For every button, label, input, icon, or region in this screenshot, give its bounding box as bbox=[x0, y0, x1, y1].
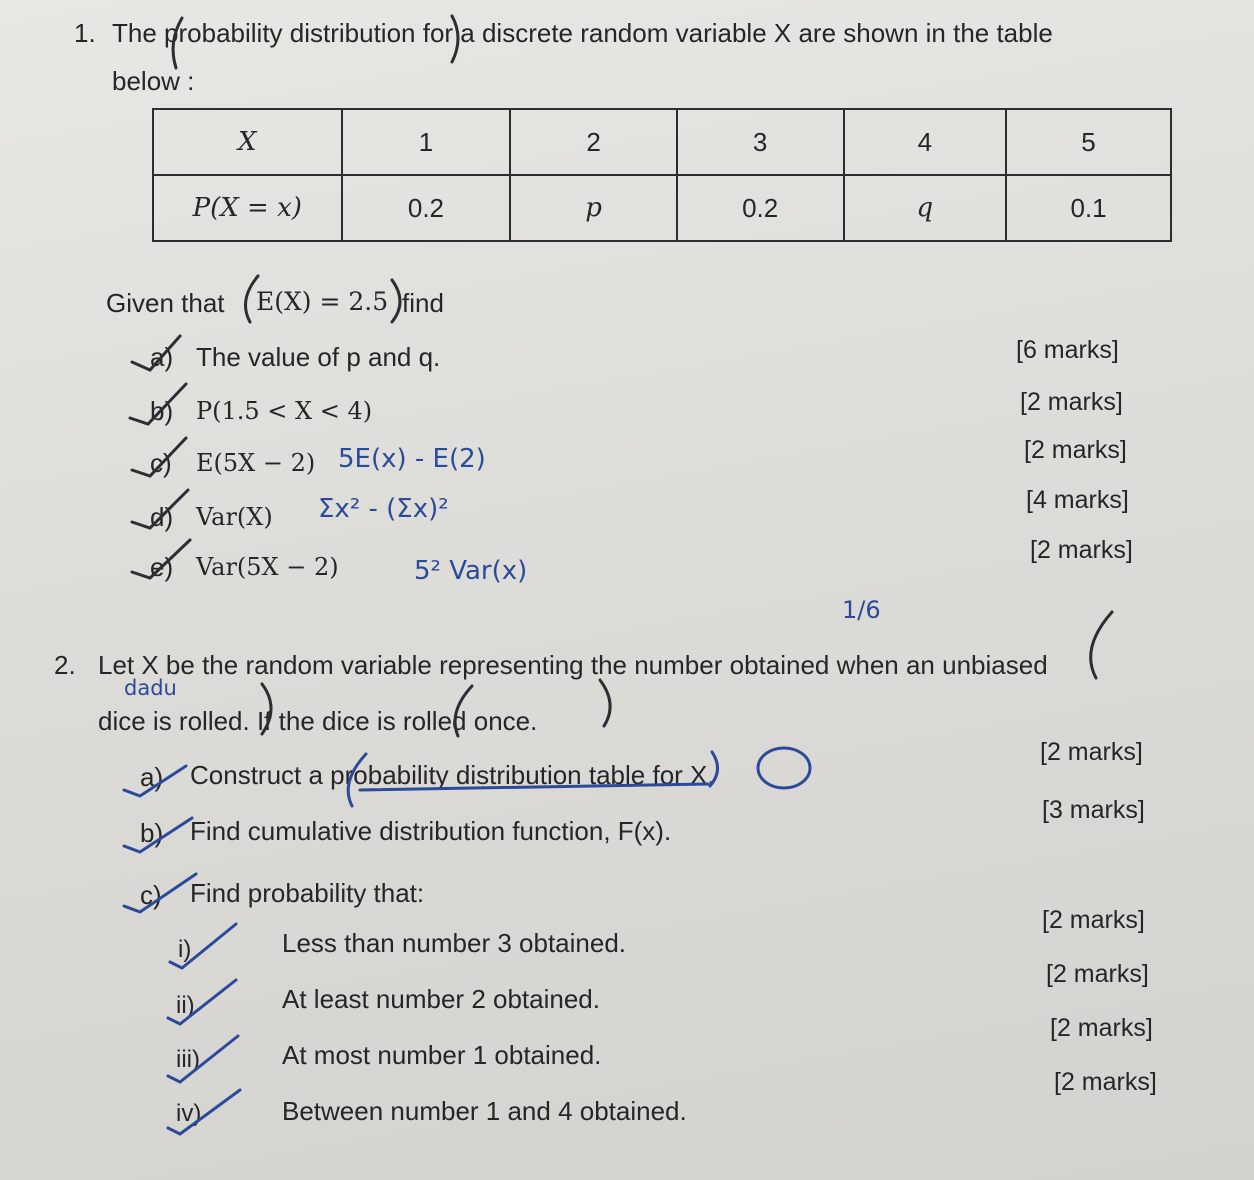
q2-subpart-label: iv) bbox=[176, 1100, 202, 1127]
table-row-probability bbox=[153, 175, 1171, 241]
q1-part-text: E(5X − 2) bbox=[196, 449, 316, 477]
bracket-mark bbox=[1091, 612, 1112, 678]
q1-part-label: c) bbox=[150, 448, 172, 478]
bracket-mark bbox=[392, 280, 400, 322]
q1-intro-line1: The probability distribution for a discrete random variable X are shown in the table bbox=[112, 18, 1053, 48]
q1-intro-line2: below : bbox=[112, 66, 195, 96]
marks-label: [2 marks] bbox=[1046, 960, 1149, 988]
q2-part-text: Find cumulative distribution function, F(x). bbox=[190, 816, 672, 846]
marks-label: [6 marks] bbox=[1016, 336, 1119, 364]
q1-part-label: b) bbox=[150, 396, 174, 426]
q2-part-text: Find probability that: bbox=[190, 878, 425, 908]
table-cell: 5 bbox=[1006, 109, 1171, 175]
table-cell: 2 bbox=[510, 109, 676, 175]
q1-part-text: The value of p and q. bbox=[196, 342, 441, 372]
table-cell: p bbox=[510, 175, 676, 241]
circle-mark bbox=[758, 748, 810, 788]
table-cell: 3 bbox=[677, 109, 844, 175]
q1-part-label: a) bbox=[150, 342, 174, 372]
table-cell: 1 bbox=[342, 109, 511, 175]
q2-line2: dice is rolled. If the dice is rolled once. bbox=[98, 706, 538, 736]
bracket-mark bbox=[600, 680, 610, 726]
handwritten-word: dadu bbox=[124, 676, 177, 700]
marks-label: [2 marks] bbox=[1050, 1014, 1153, 1042]
q1-part-label: e) bbox=[150, 552, 174, 582]
q2-part-label: c) bbox=[140, 880, 162, 910]
given-expression: E(X) = 2.5 bbox=[256, 287, 389, 316]
table-cell: P(X = x) bbox=[153, 175, 342, 241]
q2-number: 2. bbox=[54, 650, 76, 680]
marks-label: [3 marks] bbox=[1042, 796, 1145, 824]
handwritten-note: 5E(x) - E(2) bbox=[338, 444, 486, 474]
q1-number: 1. bbox=[74, 18, 96, 48]
table-cell: X bbox=[153, 109, 342, 175]
q1-part-text: Var(X) bbox=[196, 503, 273, 531]
given-suffix: find bbox=[402, 288, 444, 318]
marks-label: [2 marks] bbox=[1020, 388, 1123, 416]
q2-part-text: Construct a probability distribution table for X. bbox=[190, 760, 715, 790]
marks-label: [2 marks] bbox=[1042, 906, 1145, 934]
q2-subpart-text: At most number 1 obtained. bbox=[282, 1040, 602, 1070]
marks-label: [2 marks] bbox=[1030, 536, 1133, 564]
q2-subpart-text: Between number 1 and 4 obtained. bbox=[282, 1096, 687, 1126]
handwritten-note: Σx² - (Σx)² bbox=[318, 494, 449, 524]
q2-subpart-label: ii) bbox=[176, 992, 195, 1019]
q2-part-label: a) bbox=[140, 762, 164, 792]
table-cell: 0.2 bbox=[677, 175, 844, 241]
q1-part-text: Var(5X − 2) bbox=[196, 553, 339, 581]
q2-subpart-label: iii) bbox=[176, 1046, 200, 1073]
marks-label: [4 marks] bbox=[1026, 486, 1129, 514]
table-cell: 0.1 bbox=[1006, 175, 1171, 241]
handwritten-note: 5² Var(x) bbox=[414, 556, 528, 586]
table-row-header bbox=[153, 109, 1171, 175]
table-cell: 4 bbox=[844, 109, 1006, 175]
q1-part-label: d) bbox=[150, 502, 174, 532]
q2-subpart-text: At least number 2 obtained. bbox=[282, 984, 600, 1014]
q2-subpart-text: Less than number 3 obtained. bbox=[282, 928, 627, 958]
handwritten-fraction: 1/6 bbox=[842, 596, 881, 624]
table-cell: 0.2 bbox=[342, 175, 511, 241]
marks-label: [2 marks] bbox=[1024, 436, 1127, 464]
probability-table bbox=[152, 108, 1172, 242]
table-cell: q bbox=[844, 175, 1006, 241]
q2-line1: Let X be the random variable representing the number obtained when an unbiased bbox=[98, 650, 1048, 680]
marks-label: [2 marks] bbox=[1054, 1068, 1157, 1096]
marks-label: [2 marks] bbox=[1040, 738, 1143, 766]
q2-subpart-label: i) bbox=[178, 936, 192, 963]
q1-part-text: P(1.5 < X < 4) bbox=[196, 397, 373, 425]
given-prefix: Given that bbox=[106, 288, 225, 318]
q2-part-label: b) bbox=[140, 818, 164, 848]
